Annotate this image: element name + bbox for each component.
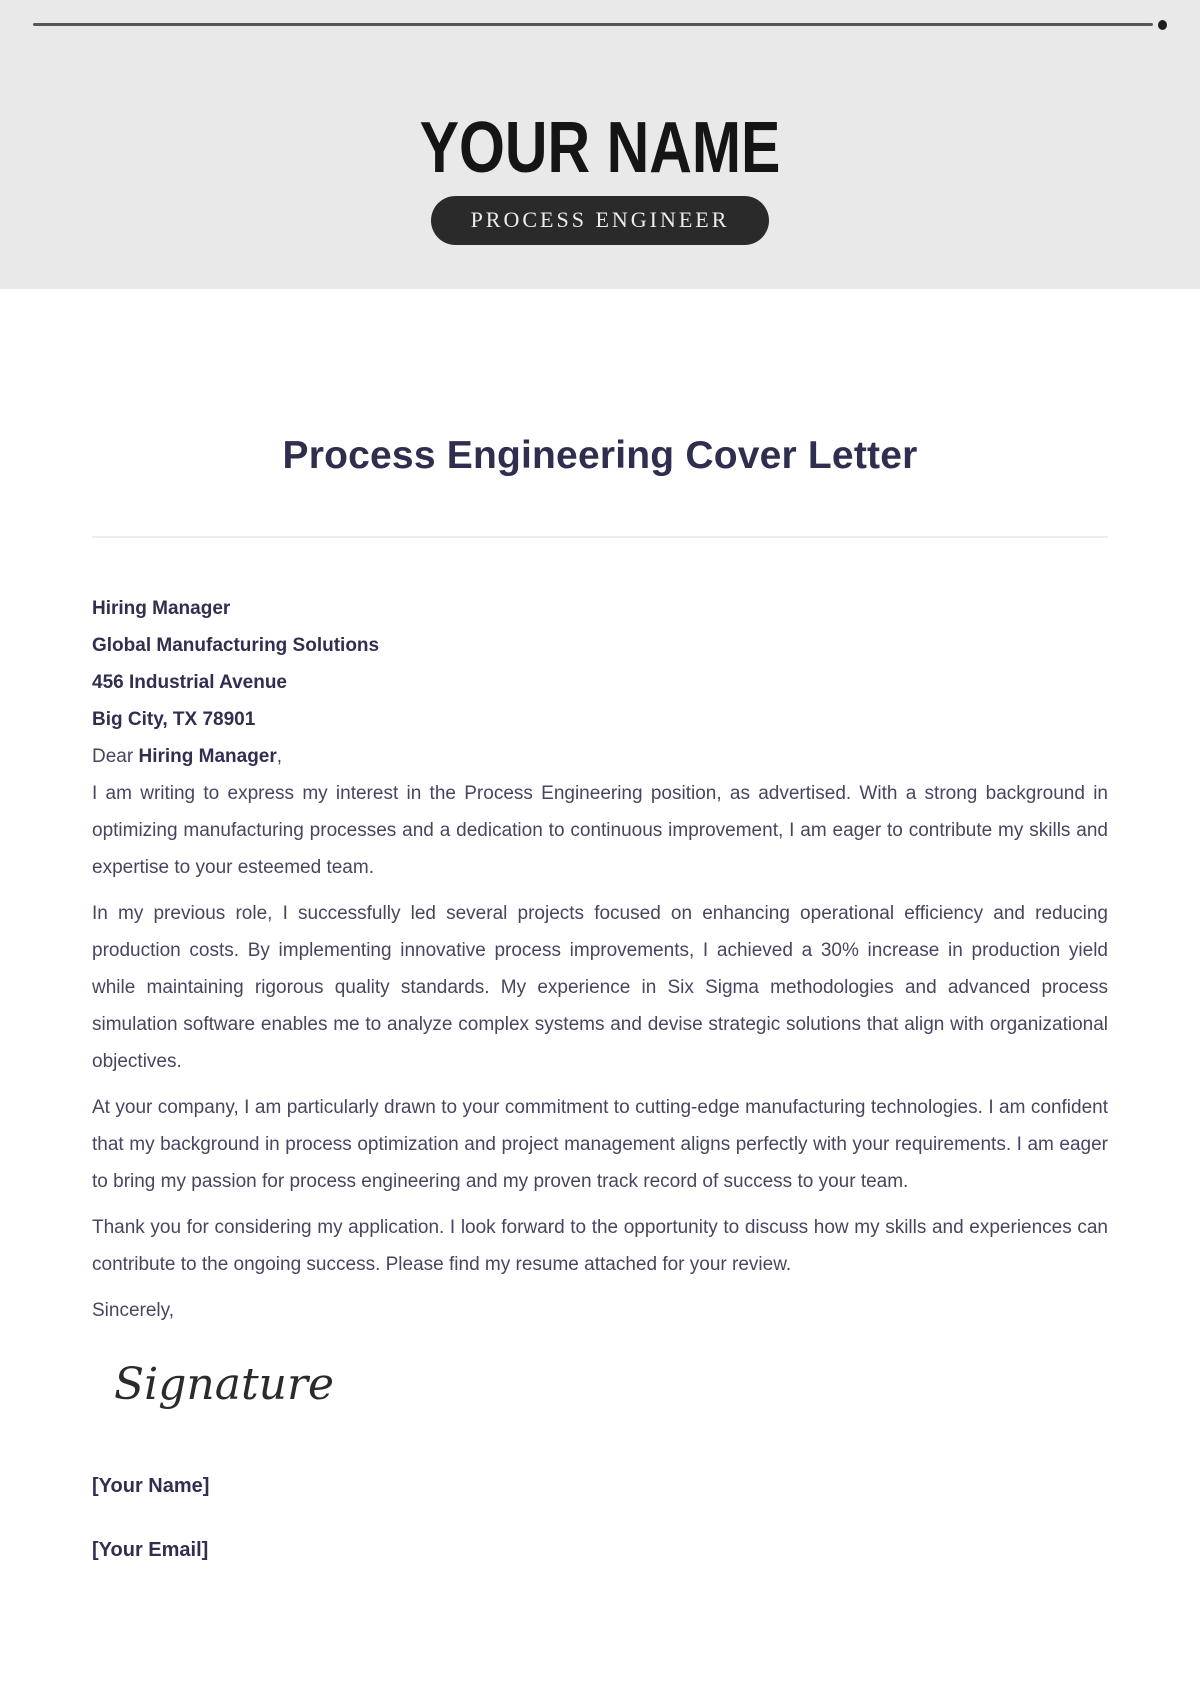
salutation-name: Hiring Manager bbox=[138, 746, 277, 767]
letter-paragraph: In my previous role, I successfully led several projects focused on enhancing operational efficiency and reducing production costs. By implementing innovative process improvements, I achieved a 30% increase in production yield while maintaining rigorous quality standards. My experience in Six Sigma methodologies and advanced process simulation software enables me to analyze complex systems and devise strategic solutions that align with organizational objectives. bbox=[92, 903, 1108, 1072]
signature-script: Signature bbox=[114, 1359, 335, 1410]
recipient-line: Hiring Manager bbox=[92, 598, 231, 619]
letter-paragraph: At your company, I am particularly drawn to your commitment to cutting-edge manufacturing technologies. I am confident that my background in process optimization and project management aligns perfectly with your requirements. I am eager to bring my passion for process engineering and my proven track record of success to your team. bbox=[92, 1097, 1108, 1192]
candidate-name-text: YOUR NAME bbox=[419, 108, 781, 188]
recipient-line: 456 Industrial Avenue bbox=[92, 672, 287, 693]
document-body bbox=[0, 434, 1200, 1569]
top-rule-line bbox=[33, 23, 1153, 26]
footer-email-placeholder: [Your Email] bbox=[92, 1538, 209, 1561]
page-header bbox=[0, 0, 1200, 289]
recipient-line: Global Manufacturing Solutions bbox=[92, 635, 380, 656]
top-rule-dot-icon bbox=[1158, 20, 1167, 30]
letter-paragraph: Thank you for considering my application. I look forward to the opportunity to discuss how my skills and experiences can contribute to the ongoing success. Please find my resume attached for your review. bbox=[92, 1217, 1108, 1275]
letter-content bbox=[92, 590, 1108, 1569]
document-title: Process Engineering Cover Letter bbox=[282, 434, 918, 477]
recipient-block bbox=[92, 590, 1108, 738]
closing-line: Sincerely, bbox=[92, 1300, 175, 1321]
title-divider bbox=[92, 536, 1108, 538]
footer-name-placeholder: [Your Name] bbox=[92, 1474, 210, 1497]
role-badge: PROCESS ENGINEER bbox=[431, 196, 770, 245]
salutation-suffix: , bbox=[276, 746, 283, 767]
candidate-name-heading bbox=[0, 0, 1200, 188]
salutation-line bbox=[92, 738, 1108, 775]
salutation-prefix: Dear bbox=[92, 746, 139, 767]
letter-paragraph: I am writing to express my interest in the Process Engineering position, as advertised. With a strong background in optimizing manufacturing processes and a dedication to continuous improvement, I am eager to contribute my skills and expertise to your esteemed team. bbox=[92, 783, 1108, 878]
recipient-line: Big City, TX 78901 bbox=[92, 709, 256, 730]
